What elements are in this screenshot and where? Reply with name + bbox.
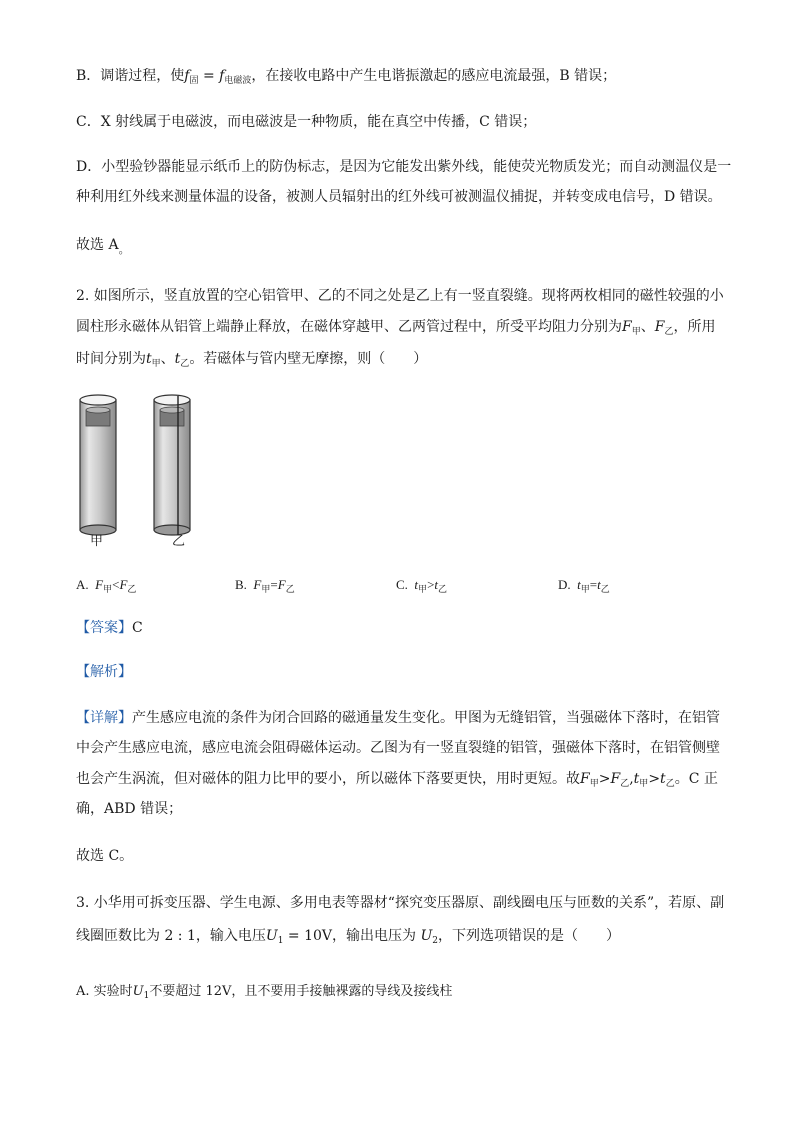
subscript: 甲 [151,359,161,369]
text: 产生感应电流的条件为闭合回路的磁通量发生变化。甲图为无缝铝管，当强磁体下落时，在铝管 [132,710,720,726]
math-F: F [622,319,632,335]
text: 、 [640,319,655,335]
operator: = [270,577,278,592]
text: ，下列选项错误的是（ ） [438,928,620,944]
option-label: D. [558,577,571,592]
text: 不要超过 12V，且不要用手接触裸露的导线及接线柱 [149,984,453,999]
subscript: 乙 [620,779,630,789]
q2-option-b [235,577,295,595]
math-var: F [119,577,128,592]
q1-option-d-line2: 种利用红外线来测量体温的设备，被测人员辐射出的红外线可被测温仪捕捉，并转变成电信号，D 错误。 [76,189,722,205]
option-label: C. [396,577,408,592]
q1-answer-line [76,237,130,256]
operator: > [598,771,611,787]
q2-detail-line1 [76,710,720,727]
subscript: 1 [277,936,284,946]
subscript: 乙 [127,584,137,594]
q2-detail-line2: 中会产生感应电流，感应电流会阻碍磁体运动。乙图为有一竖直裂缝的铝管，强磁体下落时，在铝管侧壁 [76,740,720,756]
q2-stem-line1: 2. 如图所示，竖直放置的空心铝管甲、乙的不同之处是乙上有一竖直裂缝。现将两枚相同的磁性较强的小 [76,288,724,304]
text: ，所用 [673,319,716,335]
tube-jia [80,395,116,535]
text: 。C 正 [674,771,718,787]
math-F: F [580,771,590,787]
operator: > [427,577,435,592]
q2-analysis-tag [76,664,132,681]
option-label: B. [235,577,247,592]
q2-answer-line [76,620,143,637]
subscript: 乙 [438,584,448,594]
subscript: 乙 [665,779,675,789]
subscript: 甲 [261,584,271,594]
q2-option-a [76,577,136,595]
subscript: 甲 [103,584,113,594]
figure-label-jia: 甲 [90,534,104,549]
answer-tag: 【答案】 [76,620,132,636]
subscript: 乙 [285,584,295,594]
answer-value: C [132,620,143,636]
subscript: 固 [189,76,199,86]
subscript: 1 [143,991,150,1001]
math-U: U [132,984,144,999]
math-f: f [184,68,190,84]
text: ，输出电压为 [332,928,416,944]
q3-stem-line2 [76,928,620,947]
subscript: 乙 [600,584,610,594]
subscript: 电磁波 [224,76,252,86]
subscript: 乙 [180,359,190,369]
q1-option-c-line: C．X 射线属于电磁波，而电磁波是一种物质，能在真空中传播，C 错误； [76,114,537,130]
math-U: U [420,928,433,944]
q3-stem-line1: 3. 小华用可拆变压器、学生电源、多用电表等器材“探究变压器原、副线圈电压与匝数的关系”，若原、副 [76,895,725,911]
tube-yi [154,395,190,535]
q3-option-a [76,984,452,1002]
detail-tag: 【详解】 [76,710,132,726]
subscript: 2 [432,936,438,946]
option-label: A. [76,577,89,592]
q2-detail-line4: 确，ABD 错误； [76,801,183,817]
subscript: 甲 [631,327,641,337]
math-F: F [610,771,621,787]
math-var: t [597,577,601,592]
math-var: F [277,577,286,592]
text: 。 [118,243,130,256]
math-U: U [265,928,278,944]
text: 圆柱形永磁体从铝管上端静止释放，在磁体穿越甲、乙两管过程中，所受平均阻力分别为 [76,319,622,335]
math-t: t [174,351,181,367]
equals: = [198,68,220,84]
math-var: F [95,577,104,592]
math-t: t [633,771,640,787]
math-F: F [654,319,665,335]
analysis-tag: 【解析】 [76,664,132,680]
math-t: t [660,771,666,787]
figure-label-yi: 乙 [172,534,186,549]
subscript: 乙 [664,327,674,337]
q2-conclusion: 故选 C。 [76,848,134,864]
q1-option-b-line [76,68,616,87]
math-var: t [414,577,419,592]
text: 时间分别为 [76,351,146,367]
q2-detail-line3: 也会产生涡流，但对磁体的阻力比甲的要小，所以磁体下落要更快，用时更短。故$F_甲>F_乙,t_甲>t_乙$。C 正 [76,771,718,789]
q2-stem-line3 [76,351,427,370]
subscript: 甲 [418,584,428,594]
text: A. 实验时 [76,984,133,999]
q2-option-c [396,577,447,595]
math-var: t [434,577,439,592]
text: = 10V [283,928,332,944]
math-t: t [146,351,152,367]
q2-option-d [558,577,610,595]
aluminum-tubes-figure [74,392,214,542]
q2-stem-line2 [76,319,715,338]
subscript: 甲 [589,779,599,789]
text: 也会产生涡流，但对磁体的阻力比甲的要小，所以磁体下落要更快，用时更短。故 [76,771,580,787]
subscript: 甲 [639,779,649,789]
text: B．调谐过程，使 [76,68,185,84]
operator: > [648,771,661,787]
math-var: F [253,577,262,592]
q1-option-d-line1: D．小型验钞器能显示纸币上的防伪标志，是因为它能发出紫外线，能使荧光物质发光；而自动测温仪是一 [76,159,732,175]
text: 、 [160,351,175,367]
math-f: f [219,68,225,84]
text: ，在接收电路中产生电谐振激起的感应电流最强，B 错误； [251,68,617,84]
text: 故选 A [76,237,119,253]
operator: < [112,577,120,592]
subscript: 甲 [580,584,590,594]
text: 。若磁体与管内壁无摩擦，则（ ） [189,351,428,367]
text: 线圈匝数比为 2 : 1，输入电压 [76,928,266,944]
operator: = [589,577,598,592]
math-var: t [577,577,581,592]
